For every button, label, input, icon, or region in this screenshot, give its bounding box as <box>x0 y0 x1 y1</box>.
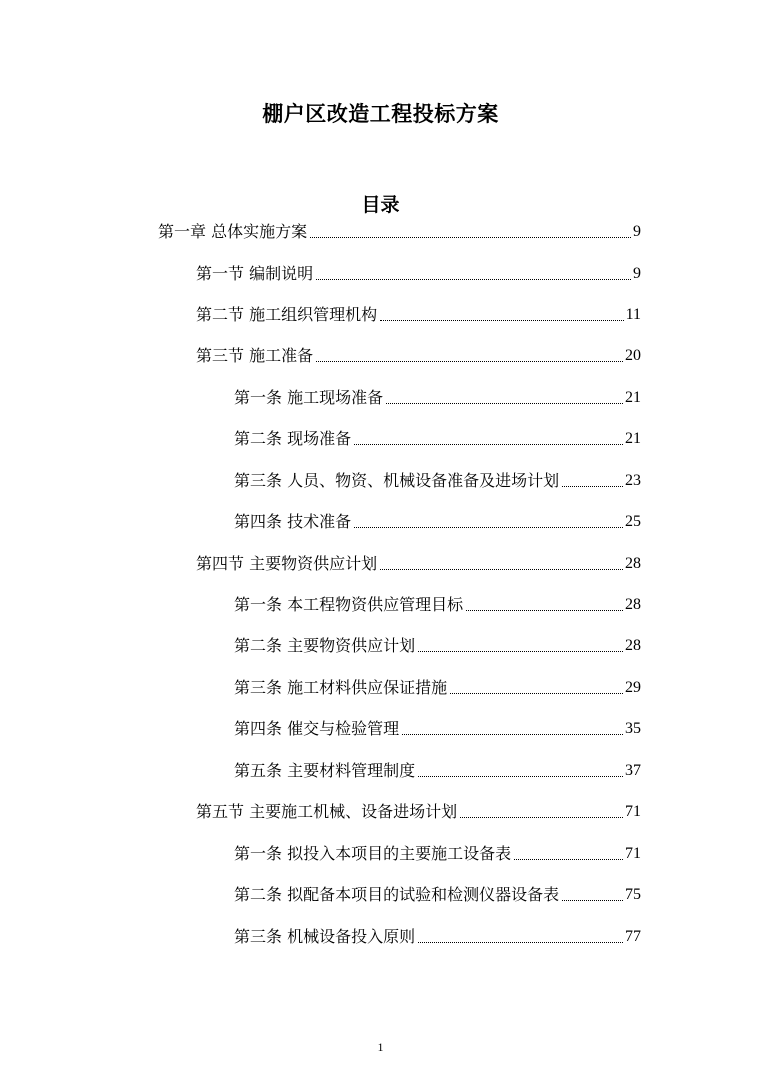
toc-entry-label: 第四条 技术准备 <box>234 512 352 531</box>
toc-entry-label: 第三条 人员、物资、机械设备准备及进场计划 <box>234 471 560 490</box>
toc-entry[interactable] <box>196 550 641 574</box>
toc-entry[interactable] <box>234 757 641 781</box>
toc-leader-dots <box>466 610 623 611</box>
toc-entry[interactable] <box>234 715 641 739</box>
toc-entry-page: 9 <box>633 223 641 240</box>
toc-leader-dots <box>460 817 623 818</box>
toc-entry-label: 第一节 编制说明 <box>196 264 314 283</box>
toc-entry-page: 11 <box>625 306 641 323</box>
toc-leader-dots <box>418 651 623 652</box>
toc-leader-dots <box>418 776 623 777</box>
toc-entry-page: 35 <box>625 720 641 737</box>
toc-entry-page: 28 <box>625 637 641 654</box>
toc-leader-dots <box>354 527 623 528</box>
toc-entry[interactable] <box>234 425 641 449</box>
toc-entry-page: 37 <box>625 762 641 779</box>
toc-leader-dots <box>402 734 623 735</box>
toc-entry[interactable] <box>234 467 641 491</box>
toc-leader-dots <box>316 361 623 362</box>
toc-entry-label: 第三条 机械设备投入原则 <box>234 927 416 946</box>
toc-entry[interactable] <box>234 674 641 698</box>
toc-entry-label: 第三节 施工准备 <box>196 346 314 365</box>
toc-entry[interactable] <box>234 508 641 532</box>
toc-entry[interactable] <box>158 218 641 242</box>
toc-entry-label: 第四条 催交与检验管理 <box>234 719 400 738</box>
toc-entry[interactable] <box>234 881 641 905</box>
toc-entry-page: 9 <box>633 265 641 282</box>
toc-entry-label: 第一条 施工现场准备 <box>234 388 384 407</box>
toc-entry-label: 第五节 主要施工机械、设备进场计划 <box>196 802 458 821</box>
toc-entry[interactable] <box>196 260 641 284</box>
toc-leader-dots <box>380 569 623 570</box>
toc-entry-label: 第一条 本工程物资供应管理目标 <box>234 595 464 614</box>
toc-leader-dots <box>418 942 623 943</box>
toc-entry[interactable] <box>234 923 641 947</box>
toc-entry[interactable] <box>234 591 641 615</box>
toc-entry[interactable] <box>196 798 641 822</box>
toc-entry-label: 第五条 主要材料管理制度 <box>234 761 416 780</box>
toc-entry-page: 29 <box>625 679 641 696</box>
toc-entry-page: 25 <box>625 513 641 530</box>
toc-entry[interactable] <box>234 840 641 864</box>
toc-entry-page: 28 <box>625 555 641 572</box>
toc-entry[interactable] <box>196 301 641 325</box>
page-number: 1 <box>377 1040 384 1054</box>
toc-leader-dots <box>386 403 623 404</box>
toc-entry-page: 20 <box>625 347 641 364</box>
toc-leader-dots <box>562 486 623 487</box>
toc-entry[interactable] <box>234 384 641 408</box>
toc-entry-label: 第二条 拟配备本项目的试验和检测仪器设备表 <box>234 885 560 904</box>
toc-entry-label: 第二条 主要物资供应计划 <box>234 636 416 655</box>
toc-leader-dots <box>316 279 631 280</box>
toc-leader-dots <box>450 693 623 694</box>
toc-entry-label: 第一条 拟投入本项目的主要施工设备表 <box>234 844 512 863</box>
toc-entry-label: 第二节 施工组织管理机构 <box>196 305 378 324</box>
toc-entry-page: 21 <box>625 430 641 447</box>
toc-entry[interactable] <box>234 632 641 656</box>
toc-heading: 目录 <box>361 194 400 216</box>
toc-leader-dots <box>354 444 623 445</box>
toc-entry-label: 第二条 现场准备 <box>234 429 352 448</box>
toc-entry-page: 71 <box>625 803 641 820</box>
toc-entry-page: 28 <box>625 596 641 613</box>
toc-entry[interactable] <box>196 342 641 366</box>
toc-entry-page: 23 <box>625 472 641 489</box>
toc-entry-label: 第一章 总体实施方案 <box>158 222 308 241</box>
toc-entry-page: 71 <box>625 845 641 862</box>
toc-leader-dots <box>514 859 623 860</box>
toc-entry-page: 77 <box>625 928 641 945</box>
toc-leader-dots <box>310 237 631 238</box>
toc-entry-label: 第三条 施工材料供应保证措施 <box>234 678 448 697</box>
toc-entry-page: 75 <box>625 886 641 903</box>
document-title: 棚户区改造工程投标方案 <box>262 102 499 126</box>
toc-leader-dots <box>380 320 624 321</box>
toc-entry-label: 第四节 主要物资供应计划 <box>196 554 378 573</box>
toc-leader-dots <box>562 900 623 901</box>
toc-entry-page: 21 <box>625 389 641 406</box>
